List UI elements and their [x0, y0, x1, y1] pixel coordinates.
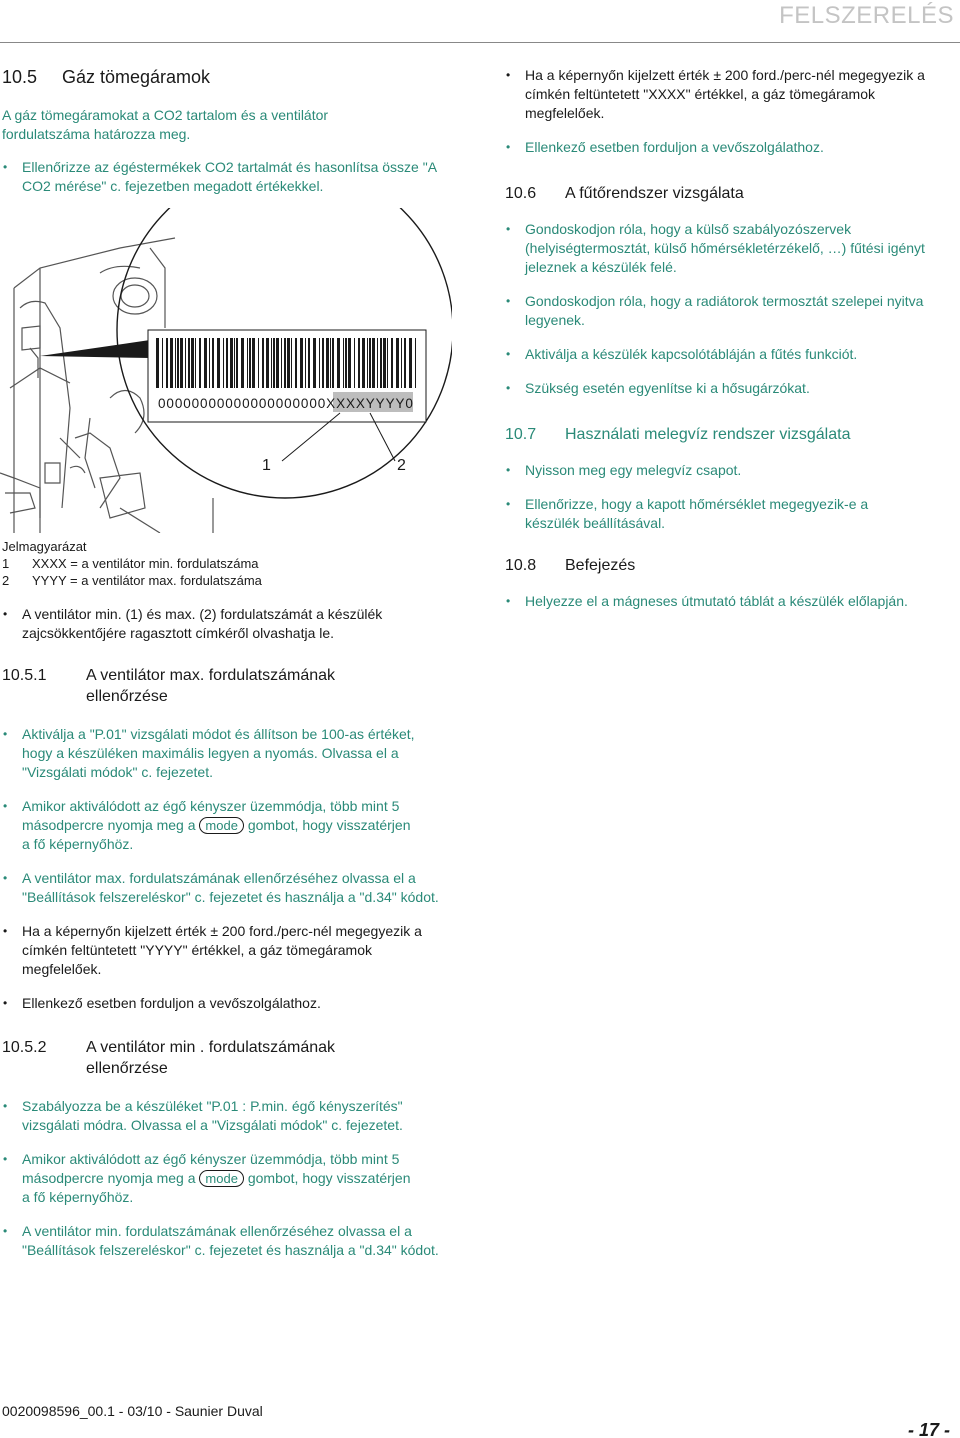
heading-title: Befejezés: [565, 557, 636, 574]
list-item: • Gondoskodjon róla, hogy a radiátorok termosztát szelepei nyitva legyenek.: [505, 292, 935, 330]
barcode-bar: [337, 338, 340, 388]
heading-10-5: [2, 66, 452, 88]
barcode-bar: [291, 338, 292, 388]
heading-number: 10.5: [2, 67, 38, 87]
mode-key: mode: [199, 1170, 244, 1187]
list-item: • A ventilátor min. fordulatszámának ellenőrzéséhez olvassa el a "Beállítások felszereléskor" c. fejezetet és használja a "d.34" kódot.: [2, 1222, 442, 1260]
heading-10-7: [505, 424, 950, 445]
barcode-bar: [295, 338, 297, 388]
barcode-bar: [170, 338, 173, 388]
barcode-bar: [166, 338, 168, 388]
barcode-bar: [345, 338, 347, 388]
heading-10-8: [505, 555, 950, 576]
right-column: [505, 66, 950, 626]
barcode-bar: [188, 338, 190, 388]
legend-text: YYYY = a ventilátor max. fordulatszáma: [32, 573, 262, 588]
heading-number: 10.5.1: [2, 667, 47, 684]
list-item: • Szükség esetén egyenlítse ki a hősugárzókat.: [505, 379, 950, 398]
bullet-list: [505, 66, 950, 157]
barcode-bar: [249, 338, 251, 388]
barcode-bar: [258, 338, 259, 388]
barcode-bar: [322, 338, 324, 388]
callout-1: 1: [262, 457, 271, 474]
barcode-text: 00000000000000000000XXXXYYYY0: [158, 396, 414, 411]
heading-title: A ventilátor min . fordulatszámának ellenőrzése: [86, 1039, 336, 1077]
list-item: • Ellenőrizze, hogy a kapott hőmérséklet megegyezik-e a készülék beállításával.: [505, 495, 925, 533]
barcode-bar: [391, 338, 393, 388]
barcode-bar: [284, 338, 286, 388]
barcode-bar: [409, 338, 412, 388]
barcode-bar: [156, 338, 159, 388]
legend-text: XXXX = a ventilátor min. fordulatszáma: [32, 556, 259, 571]
list-text: Amikor aktiválódott az égő kényszer üzemmódja, több mint 5 másodpercre nyomja meg a: [22, 798, 400, 833]
list-item: • Aktiválja a készülék kapcsolótábláján a fűtés funkciót.: [505, 345, 950, 364]
barcode-bar: [212, 338, 214, 388]
list-item: • Szabályozza be a készüléket "P.01 : P.min. égő kényszerítés" vizsgálati módra. Olvassa el a "Vizsgálati módok" c. fejezetet.: [2, 1097, 422, 1135]
barcode-bar: [271, 338, 272, 388]
barcode-bar: [209, 338, 210, 388]
barcode-bar: [180, 338, 183, 388]
barcode-bar: [401, 338, 402, 388]
heading-title: A fűtőrendszer vizsgálata: [565, 185, 744, 202]
barcode-bar: [372, 338, 375, 388]
header-rule: [0, 42, 960, 43]
pointer-wedge: [40, 340, 150, 358]
barcode-bar: [241, 338, 244, 388]
barcode-bars: [156, 338, 416, 388]
list-item: [2, 797, 422, 854]
bullet-list: [505, 461, 950, 533]
barcode-bar: [217, 338, 220, 388]
barcode-bar: [162, 338, 163, 388]
barcode-bar: [266, 338, 269, 388]
mode-key: mode: [199, 817, 244, 834]
barcode-bar: [191, 338, 194, 388]
barcode-bar: [348, 338, 351, 388]
legend-key: 1: [2, 556, 10, 571]
list-item: • Ha a képernyőn kijelzett érték ± 200 ford./perc-nél megegyezik a címkén feltüntetett "YYYY" értékkel, a gáz tömegáramok megfelelőek.: [2, 922, 422, 979]
legend-row: [2, 555, 452, 572]
heading-10-6: [505, 183, 950, 204]
barcode-bar: [313, 338, 316, 388]
left-column: [2, 66, 452, 211]
barcode-bar: [415, 338, 416, 388]
bullet-list: [2, 1097, 452, 1260]
legend-row: [2, 572, 452, 589]
barcode-bar: [308, 338, 310, 388]
heading-number: 10.6: [505, 185, 537, 202]
barcode-bar: [343, 338, 344, 388]
barcode-bar: [273, 338, 275, 388]
list-item: • Helyezze el a mágneses útmutató táblát a készülék előlapján.: [505, 592, 925, 611]
heading-title: Gáz tömegáramok: [62, 67, 211, 87]
barcode-bar: [319, 338, 320, 388]
barcode-bar: [281, 338, 282, 388]
barcode-bar: [175, 338, 176, 388]
barcode-bar: [380, 338, 382, 388]
list-text: gombot, hogy visszatérjen a fő képernyőhöz.: [22, 1170, 411, 1205]
heading-10-5-1: [2, 665, 452, 707]
list-item: • Ellenkező esetben forduljon a vevőszolgálathoz.: [2, 994, 452, 1013]
barcode-bar: [247, 338, 248, 388]
barcode-bar: [305, 338, 306, 388]
list-item: [2, 1150, 422, 1207]
barcode-bar: [362, 338, 365, 388]
barcode-bar: [300, 338, 303, 388]
list-item: • Aktiválja a "P.01" vizsgálati módot és állítson be 100-as értéket, hogy a készüléken maximális legyen a nyomás. Olvassa el a "Vizsgálati módok" c. fejezetet.: [2, 725, 422, 782]
barcode-bar: [354, 338, 355, 388]
intro-paragraph: A gáz tömegáramokat a CO2 tartalom és a ventilátor fordulatszáma határozza meg.: [2, 107, 329, 142]
list-item: • Ellenőrizze az égéstermékek CO2 tartalmát és hasonlítsa össze "A CO2 mérése" c. fejezetben megadott értékekkel.: [2, 158, 442, 196]
list-item: • Gondoskodjon róla, hogy a külső szabályozószervek (helyiségtermosztát, külső hőmérsékletérzékelő, …) fűtési igényt jeleznek a készülék felé.: [505, 220, 935, 277]
barcode-bar: [177, 338, 179, 388]
barcode-bar: [330, 338, 331, 388]
heading-number: 10.7: [505, 426, 537, 443]
legend-title: Jelmagyarázat: [2, 539, 87, 554]
boiler-label-figure: [0, 208, 452, 533]
bullet-list: [2, 158, 452, 196]
bullet-list: [2, 605, 452, 643]
page-number: - 17 -: [907, 1420, 950, 1438]
barcode-bar: [252, 338, 255, 388]
barcode-bar: [230, 338, 233, 388]
barcode-bar: [367, 338, 368, 388]
heading-title: A ventilátor max. fordulatszámának ellenőrzése: [86, 667, 336, 705]
barcode-bar: [396, 338, 399, 388]
heading-number: 10.8: [505, 557, 537, 574]
header-section-label: FELSZERELÉS: [779, 2, 954, 29]
barcode-bar: [276, 338, 279, 388]
barcode-bar: [287, 338, 290, 388]
barcode-bar: [226, 338, 228, 388]
barcode-bar: [262, 338, 264, 388]
list-item: • A ventilátor max. fordulatszámának ellenőrzéséhez olvassa el a "Beállítások felszereléskor" c. fejezetet és használja a "d.34" kódot.: [2, 869, 442, 907]
barcode-bar: [387, 338, 388, 388]
barcode-bar: [236, 338, 238, 388]
barcode-bar: [358, 338, 360, 388]
list-item: • Ha a képernyőn kijelzett érték ± 200 ford./perc-nél megegyezik a címkén feltüntetett "XXXX" értékkel, a gáz tömegáramok megfelelőek.: [505, 66, 930, 123]
barcode-bar: [195, 338, 196, 388]
barcode-bar: [223, 338, 224, 388]
list-text: Amikor aktiválódott az égő kényszer üzemmódja, több mint 5 másodpercre nyomja meg a: [22, 1151, 400, 1186]
barcode-bar: [377, 338, 378, 388]
heading-title: Használati melegvíz rendszer vizsgálata: [565, 426, 851, 443]
barcode-bar: [383, 338, 386, 388]
heading-number: 10.5.2: [2, 1039, 47, 1056]
list-item: • Ellenkező esetben forduljon a vevőszolgálathoz.: [505, 138, 950, 157]
heading-10-5-2: [2, 1037, 452, 1079]
left-column-lower: [2, 538, 452, 1275]
bullet-list: [505, 592, 950, 611]
list-item: • A ventilátor min. (1) és max. (2) fordulatszámát a készülék zajcsökkentőjére ragasztott címkéről olvashatja le.: [2, 605, 442, 643]
barcode-bar: [326, 338, 329, 388]
boiler-illustration: [0, 208, 452, 533]
barcode-bar: [204, 338, 207, 388]
bullet-list: [2, 725, 452, 1013]
barcode-bar: [185, 338, 186, 388]
barcode-bar: [332, 338, 334, 388]
bullet-list: [505, 220, 950, 398]
legend-key: 2: [2, 573, 10, 588]
barcode-bar: [199, 338, 201, 388]
list-item: • Nyisson meg egy melegvíz csapot.: [505, 461, 950, 480]
barcode-bar: [369, 338, 371, 388]
barcode-bar: [234, 338, 235, 388]
footer-doc-ref: 0020098596_00.1 - 03/10 - Saunier Duval: [2, 1403, 263, 1419]
barcode-bar: [404, 338, 406, 388]
callout-2: 2: [397, 457, 406, 474]
list-text: gombot, hogy visszatérjen a fő képernyőhöz.: [22, 817, 411, 852]
